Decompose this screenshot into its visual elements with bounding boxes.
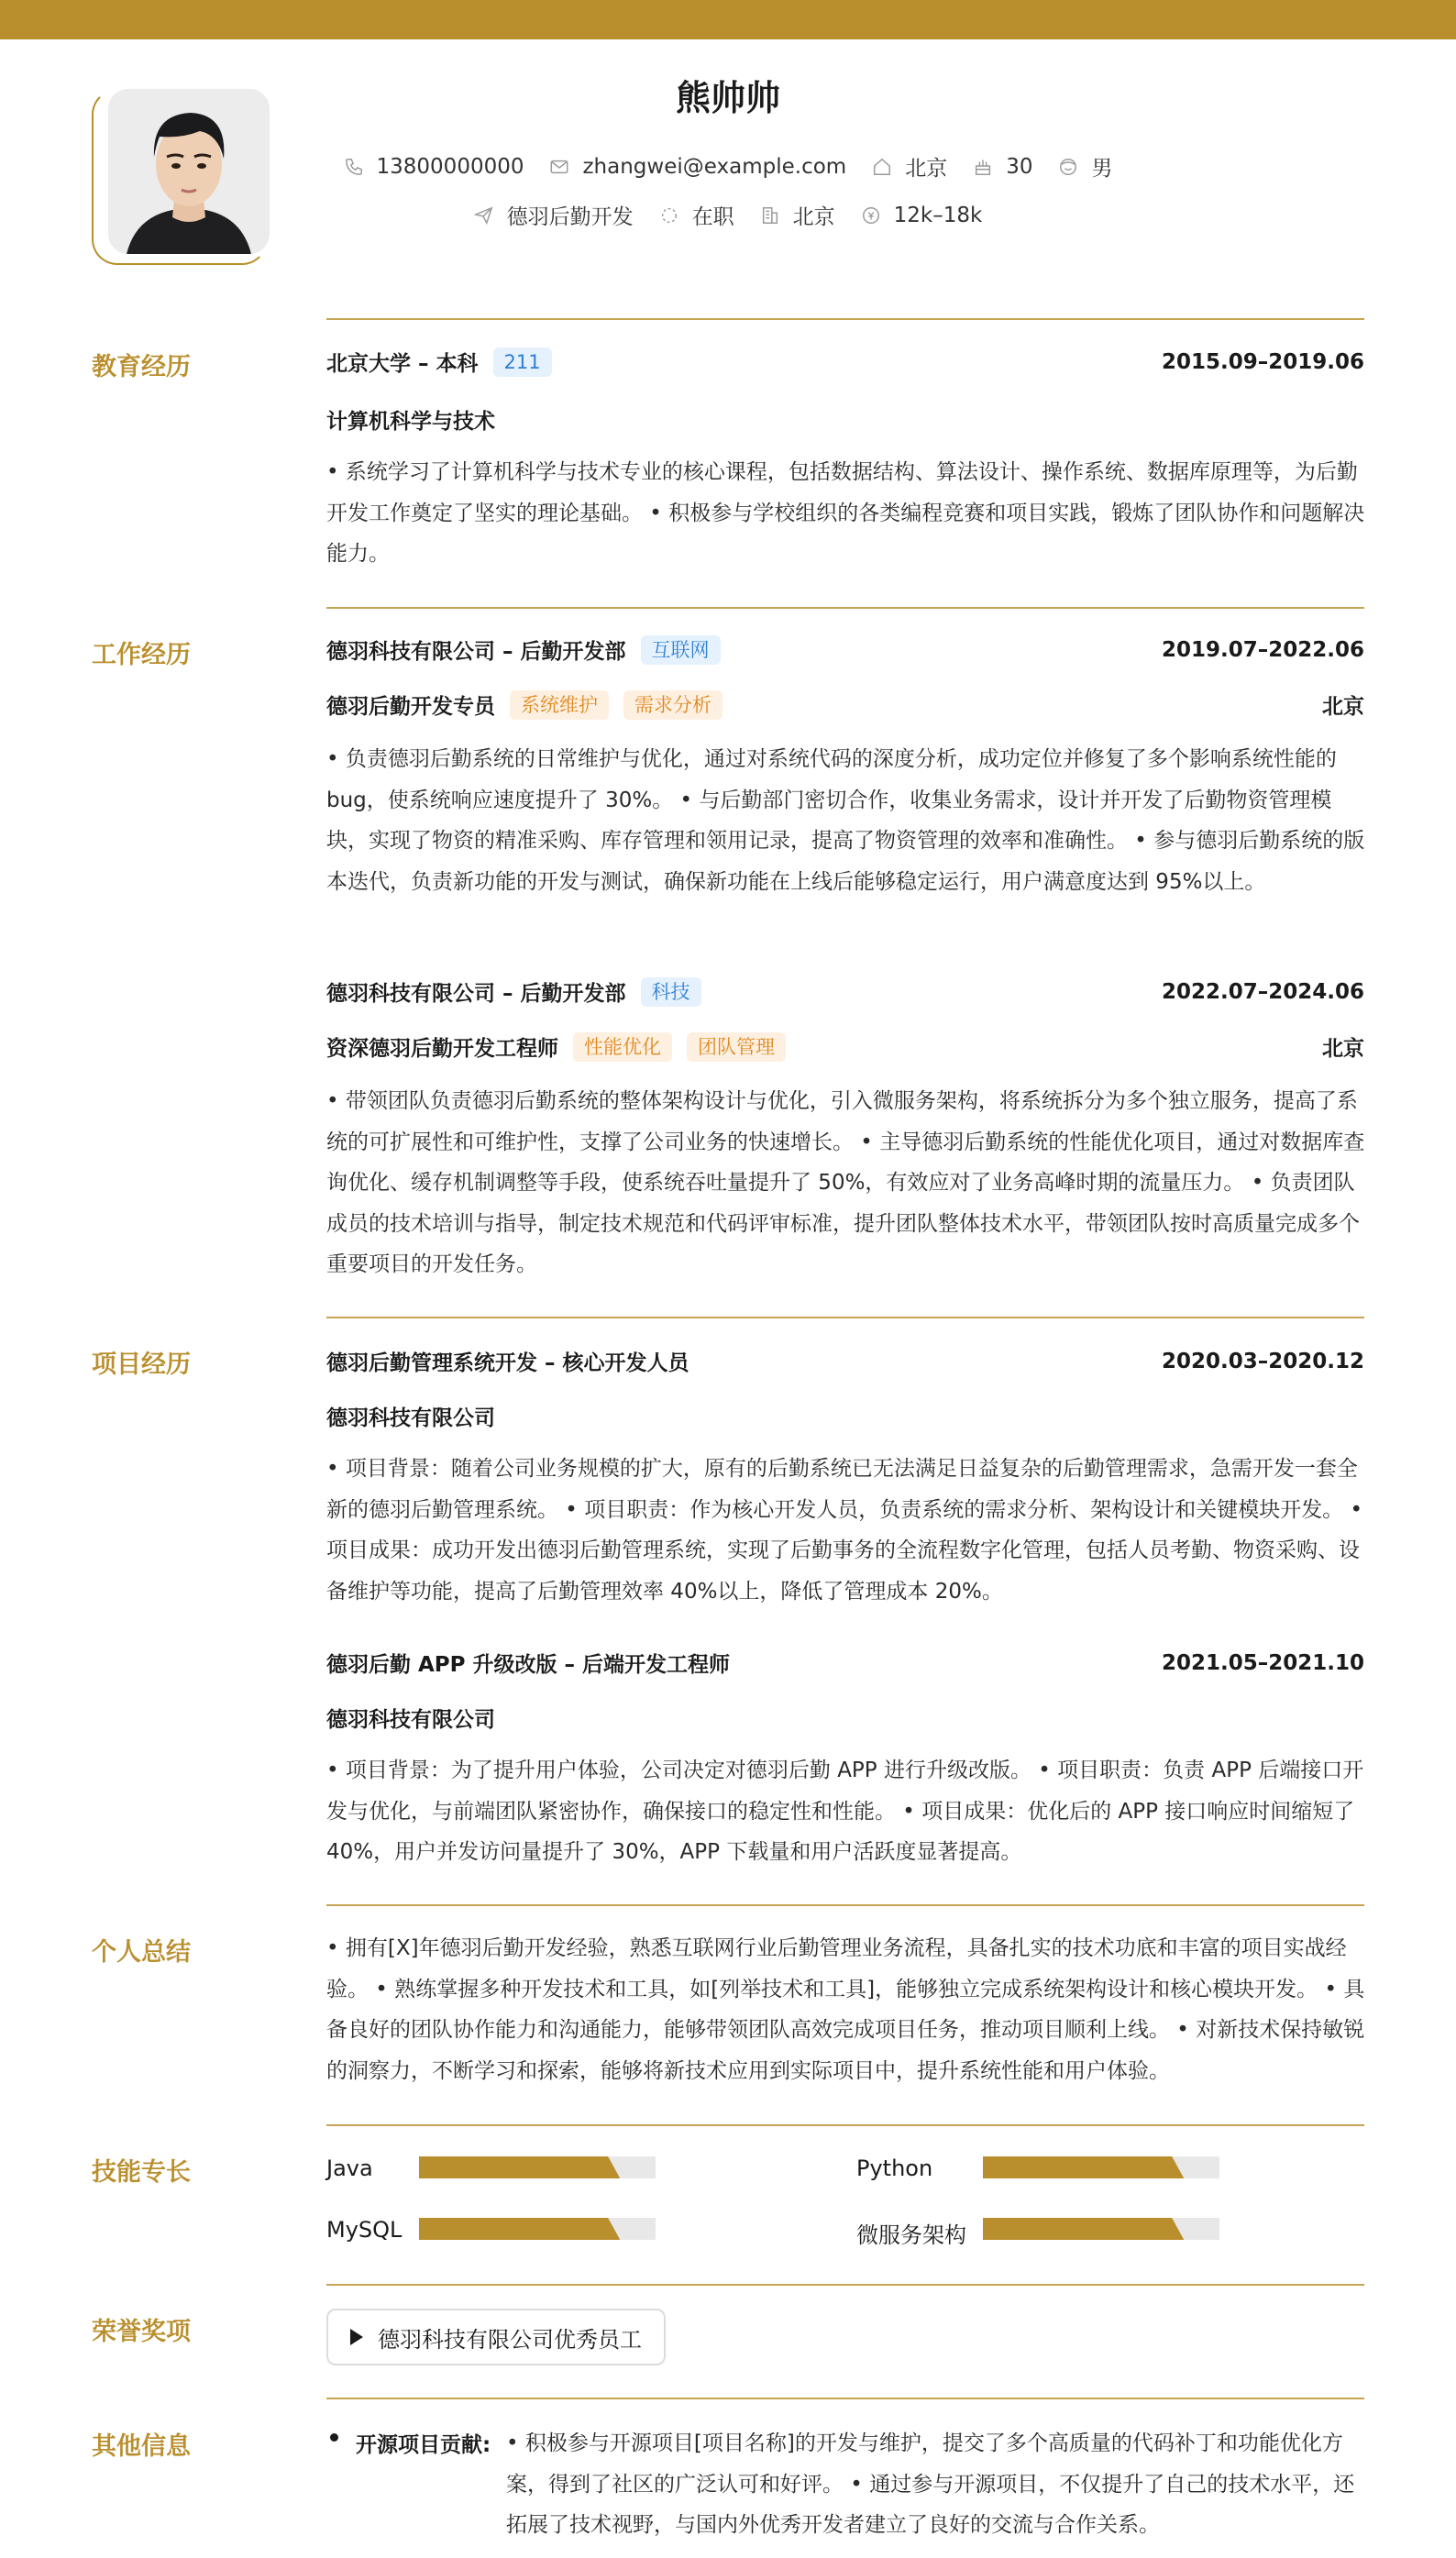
skill-name: Java xyxy=(326,2156,373,2181)
salary-item xyxy=(861,204,983,227)
work-2-tag-2: 团队管理 xyxy=(687,1032,786,1062)
section-divider xyxy=(326,1317,1364,1318)
project-2-company-row xyxy=(326,1703,1364,1733)
other-description: • 积极参与开源项目[项目名称]的开发与维护，提交了多个高质量的代码补丁和功能优化方案，得到了社区的广泛认可和好评。 • 通过参与开源项目，不仅提升了自己的技术水平，还拓展了技术视野，与国内外优秀开发者建立了良好的交流与合作关系。 xyxy=(506,2431,1355,2537)
honor-item-label: 德羽科技有限公司优秀员工 xyxy=(378,2326,642,2353)
work-2-description: • 带领团队负责德羽后勤系统的整体架构设计与优化，引入微服务架构，将系统拆分为多个独立服务，提高了系统的可扩展性和可维护性，支撑了公司业务的快速增长。 • 主导德羽后勤系统的性能优化项目，通过对数据库查询优化、缓存机制调整等手段，使系统吞吐量提升了 50%，有效应对了业务高峰时期的流量压力。 • 负责团队成员的技术培训与指导，制定技术规范和代码评审标准，提升团队整体技术水平，带领团队按时高质量完成多个重要项目的开发任务。 xyxy=(326,1089,1365,1276)
section-divider xyxy=(326,2124,1364,2126)
skill-level-fill xyxy=(983,2218,1184,2240)
work-2-title: 资深德羽后勤开发工程师 xyxy=(326,1037,558,1061)
email-text: zhangwei@example.com xyxy=(582,154,847,179)
cake-icon xyxy=(973,157,993,177)
spinner-icon xyxy=(659,205,679,226)
skill-level-fill xyxy=(419,2218,620,2240)
skill-bar xyxy=(983,2156,1219,2178)
project-2-header xyxy=(326,1648,1364,1678)
education-date: 2015.09–2019.06 xyxy=(1161,349,1364,374)
section-divider xyxy=(326,318,1364,320)
gender-item xyxy=(1058,151,1112,182)
email-item xyxy=(549,155,846,179)
coin-icon xyxy=(861,205,881,226)
gender-text: 男 xyxy=(1091,157,1113,181)
work-1-date: 2019.07–2022.06 xyxy=(1161,637,1364,662)
work-2-tag-1: 性能优化 xyxy=(573,1032,672,1062)
status-text: 在职 xyxy=(691,205,734,229)
project-1-name: 德羽后勤管理系统开发 – 核心开发人员 xyxy=(326,1351,689,1375)
phone-icon xyxy=(344,157,364,177)
target-city-text: 北京 xyxy=(792,205,835,229)
bullet-dot xyxy=(330,2433,338,2442)
send-icon xyxy=(474,205,494,226)
job-intent-row xyxy=(0,200,1456,230)
section-divider xyxy=(326,1904,1364,1906)
position-item xyxy=(474,200,634,230)
project-2-company: 德羽科技有限公司 xyxy=(326,1708,495,1732)
top-accent-bar xyxy=(0,0,1456,39)
work-1-city: 北京 xyxy=(1322,695,1364,719)
project-1-company-row xyxy=(326,1401,1364,1431)
work-1-industry-tag: 互联网 xyxy=(641,635,721,665)
work-2-company: 德羽科技有限公司 – 后勤开发部 xyxy=(326,982,626,1006)
other-label: 开源项目贡献: xyxy=(356,2433,491,2457)
project-2-description: • 项目背景：为了提升用户体验，公司决定对德羽后勤 APP 进行升级改版。 • 项目职责：负责 APP 后端接口开发与优化，与前端团队紧密协作，确保接口的稳定性和性能。 • 项目成果：优化后的 APP 接口响应时间缩短了 40%，用户并发访问量提升了 30%，APP 下载量和用户活跃度显著提高。 xyxy=(326,1759,1364,1864)
skill-name: 微服务架构 xyxy=(856,2222,966,2248)
education-description: • 系统学习了计算机科学与技术专业的核心课程，包括数据结构、算法设计、操作系统、数据库原理等，为后勤开发工作奠定了坚实的理论基础。 • 积极参与学校组织的各类编程竞赛和项目实践，锻炼了团队协作和问题解决能力。 xyxy=(326,460,1365,566)
candidate-name: 熊帅帅 xyxy=(675,78,780,118)
status-item xyxy=(659,200,734,230)
project-1-date: 2020.03–2020.12 xyxy=(1161,1349,1364,1373)
work-2-header xyxy=(326,976,1364,1007)
face-icon xyxy=(1058,157,1078,177)
section-title-education: 教育经历 xyxy=(92,353,191,381)
home-icon xyxy=(872,157,892,177)
city-item xyxy=(872,151,947,182)
section-title-other: 其他信息 xyxy=(92,2432,191,2461)
work-1-company: 德羽科技有限公司 – 后勤开发部 xyxy=(326,640,626,664)
position-text: 德羽后勤开发 xyxy=(506,205,634,229)
project-1-description: • 项目背景：随着公司业务规模的扩大，原有的后勤系统已无法满足日益复杂的后勤管理需求，急需开发一套全新的德羽后勤管理系统。 • 项目职责：作为核心开发人员，负责系统的需求分析、架构设计和关键模块开发。 • 项目成果：成功开发出德羽后勤管理系统，实现了后勤事务的全流程数字化管理，包括人员考勤、物资采购、设备维护等功能，提高了后勤管理效率 40%以上，降低了管理成本 20%。 xyxy=(326,1457,1363,1604)
work-1-header xyxy=(326,634,1364,665)
education-tag: 211 xyxy=(493,347,552,377)
work-2-industry-tag: 科技 xyxy=(641,977,701,1007)
section-divider xyxy=(326,607,1364,609)
building-icon xyxy=(760,205,780,226)
education-school: 北京大学 – 本科 xyxy=(326,352,479,376)
education-header xyxy=(326,347,1364,377)
skill-name: Python xyxy=(856,2156,933,2181)
section-title-summary: 个人总结 xyxy=(92,1938,191,1967)
honor-item-button[interactable] xyxy=(326,2309,666,2365)
section-title-skills: 技能专长 xyxy=(92,2158,191,2187)
salary-text: 12k–18k xyxy=(893,203,983,227)
work-2-city: 北京 xyxy=(1322,1037,1364,1061)
play-icon xyxy=(350,2329,363,2345)
work-1-tag-1: 系统维护 xyxy=(510,690,609,720)
work-1-title-row xyxy=(326,689,1364,720)
phone-item xyxy=(344,155,524,179)
education-major-row xyxy=(326,404,1364,435)
phone-text: 13800000000 xyxy=(376,154,524,179)
section-title-work: 工作经历 xyxy=(92,641,191,669)
mail-icon xyxy=(549,157,569,177)
skill-level-fill xyxy=(419,2156,620,2178)
skill-level-fill xyxy=(983,2156,1184,2178)
work-1-tag-2: 需求分析 xyxy=(623,690,722,720)
skill-bar xyxy=(983,2218,1219,2240)
work-2-date: 2022.07–2024.06 xyxy=(1161,979,1364,1004)
project-1-header xyxy=(326,1346,1364,1376)
section-title-honors: 荣誉奖项 xyxy=(92,2318,191,2346)
project-1-company: 德羽科技有限公司 xyxy=(326,1406,495,1430)
section-title-projects: 项目经历 xyxy=(92,1351,191,1379)
project-2-name: 德羽后勤 APP 升级改版 – 后端开发工程师 xyxy=(326,1653,731,1677)
target-city-item xyxy=(760,200,835,230)
section-divider xyxy=(326,2284,1364,2286)
summary-description: • 拥有[X]年德羽后勤开发经验，熟悉互联网行业后勤管理业务流程，具备扎实的技术功底和丰富的项目实战经验。 • 熟练掌握多种开发技术和工具，如[列举技术和工具]，能够独立完成系统架构设计和核心模块开发。 • 具备良好的团队协作能力和沟通能力，能够带领团队高效完成项目任务，推动项目顺利上线。 • 对新技术保持敏锐的洞察力，不断学习和探索，能够将新技术应用到实际项目中，提升系统性能和用户体验。 xyxy=(326,1936,1365,2083)
contact-info-row xyxy=(0,151,1456,182)
city-text: 北京 xyxy=(905,157,948,181)
work-1-description: • 负责德羽后勤系统的日常维护与优化，通过对系统代码的深度分析，成功定位并修复了多个影响系统性能的 bug，使系统响应速度提升了 30%。 • 与后勤部门密切合作，收集业务需求，设计并开发了后勤物资管理模块，实现了物资的精准采购、库存管理和领用记录，提高了物资管理的效率和准确性。 • 参与德羽后勤系统的版本迭代，负责新功能的开发与测试，确保新功能在上线后能够稳定运行，用户满意度达到 95%以上。 xyxy=(326,747,1365,894)
age-text: 30 xyxy=(1006,154,1033,179)
skill-name: MySQL xyxy=(326,2217,403,2243)
education-major: 计算机科学与技术 xyxy=(326,410,495,434)
skill-bar xyxy=(419,2218,656,2240)
age-item xyxy=(973,155,1032,179)
work-1-title: 德羽后勤开发专员 xyxy=(326,695,495,719)
project-2-date: 2021.05–2021.10 xyxy=(1161,1650,1364,1675)
section-divider xyxy=(326,2398,1364,2399)
work-2-title-row xyxy=(326,1031,1364,1062)
skill-bar xyxy=(419,2156,656,2178)
